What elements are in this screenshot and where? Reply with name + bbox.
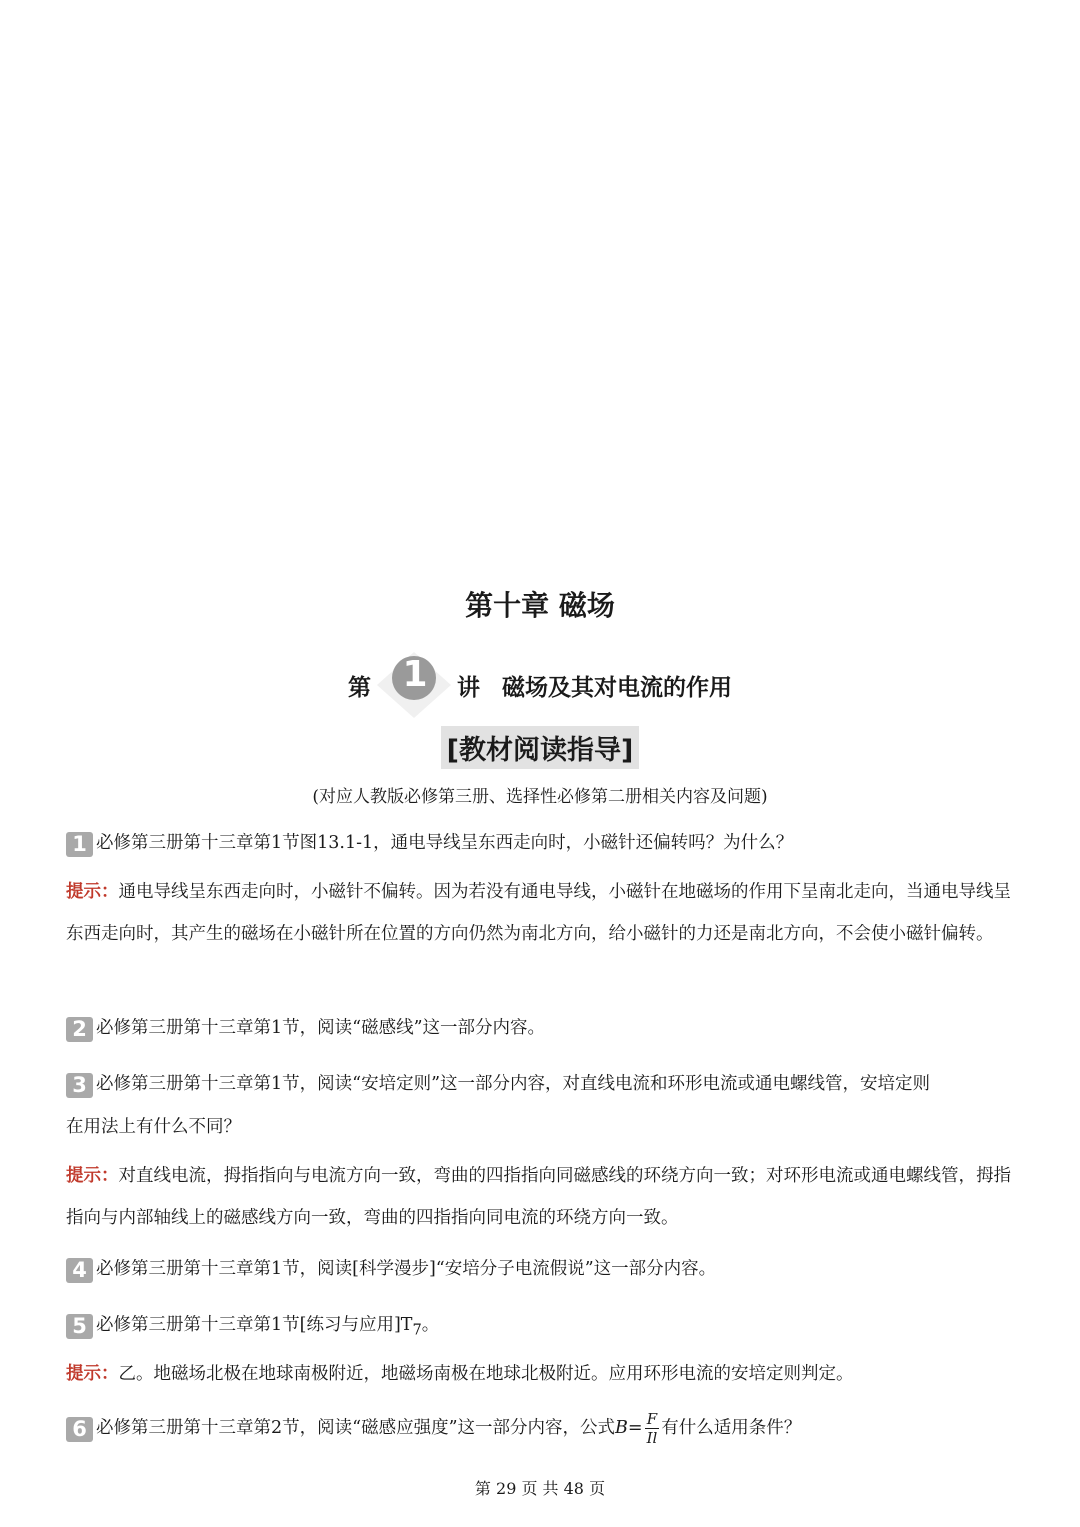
question-2 — [66, 1015, 1016, 1042]
hint-label: 提示： — [66, 1364, 119, 1384]
question-number-badge: 1 — [66, 832, 93, 857]
question-number-badge: 3 — [66, 1073, 93, 1098]
lecture-title — [0, 650, 1080, 720]
question-text: 必修第三册第十三章第1节，阅读[科学漫步]“安培分子电流假说”这一部分内容。 — [96, 1259, 717, 1279]
question-text: 必修第三册第十三章第1节，阅读“安培定则”这一部分内容，对直线电流和环形电流或通电螺线管，安培定则 — [96, 1074, 931, 1094]
hint-text: 通电导线呈东西走向时，小磁针不偏转。因为若没有通电导线，小磁针在地磁场的作用下呈南北走向，当通电导线呈东西走向时，其产生的磁场在小磁针所在位置的方向仍然为南北方向，给小磁针的力还是南北方向，不会使小磁针偏转。 — [66, 882, 1011, 944]
question-text: 必修第三册第十三章第1节图13.1-1，通电导线呈东西走向时，小磁针还偏转吗？为什么？ — [96, 833, 794, 853]
question-text: 必修第三册第十三章第1节[练习与应用]T — [96, 1315, 413, 1335]
hint-text: 对直线电流，拇指指向与电流方向一致，弯曲的四指指向同磁感线的环绕方向一致；对环形电流或通电螺线管，拇指指向与内部轴线上的磁感线方向一致，弯曲的四指指向同电流的环绕方向一致。 — [66, 1166, 1011, 1228]
lecture-prefix: 第 — [348, 674, 371, 701]
section-heading-text: [教材阅读指导] — [441, 726, 640, 769]
question-4 — [66, 1256, 1016, 1283]
question-1 — [66, 830, 1016, 857]
question-3 — [66, 1071, 1016, 1140]
hint-1 — [66, 871, 1016, 955]
question-number-badge: 5 — [66, 1314, 93, 1339]
hint-5 — [66, 1353, 1016, 1395]
page-footer: 第 29 页 共 48 页 — [474, 1479, 606, 1498]
section-heading — [0, 726, 1080, 769]
hint-3 — [66, 1155, 1016, 1239]
chapter-title: 第十章 磁场 — [465, 589, 615, 622]
hint-text: 乙。地磁场北极在地球南极附近，地磁场南极在地球北极附近。应用环形电流的安培定则判定。 — [118, 1364, 854, 1384]
question-number-badge: 4 — [66, 1258, 93, 1283]
lecture-number: 1 — [402, 654, 428, 695]
formula-numerator: F — [645, 1410, 660, 1429]
formula-lhs: B= — [615, 1418, 643, 1438]
hint-label: 提示： — [66, 882, 119, 902]
formula-denominator: Il — [646, 1429, 658, 1447]
question-text-end: 。 — [421, 1315, 440, 1335]
source-note: (对应人教版必修第三册、选择性必修第二册相关内容及问题) — [312, 787, 768, 807]
question-text-end: 有什么适用条件？ — [661, 1418, 802, 1438]
question-5 — [66, 1312, 1016, 1344]
formula-fraction — [645, 1410, 660, 1447]
question-6 — [66, 1410, 1016, 1447]
question-subscript: 7 — [412, 1321, 422, 1339]
question-number-badge: 2 — [66, 1017, 93, 1042]
lecture-number-badge — [375, 650, 453, 720]
hint-label: 提示： — [66, 1166, 119, 1186]
lecture-subject: 磁场及其对电流的作用 — [502, 674, 732, 701]
question-text: 必修第三册第十三章第2节，阅读“磁感应强度”这一部分内容，公式 — [96, 1418, 616, 1438]
question-number-badge: 6 — [66, 1417, 93, 1442]
lecture-suffix: 讲 — [457, 674, 480, 701]
question-text-continued: 在用法上有什么不同？ — [66, 1117, 241, 1137]
question-text: 必修第三册第十三章第1节，阅读“磁感线”这一部分内容。 — [96, 1018, 546, 1038]
